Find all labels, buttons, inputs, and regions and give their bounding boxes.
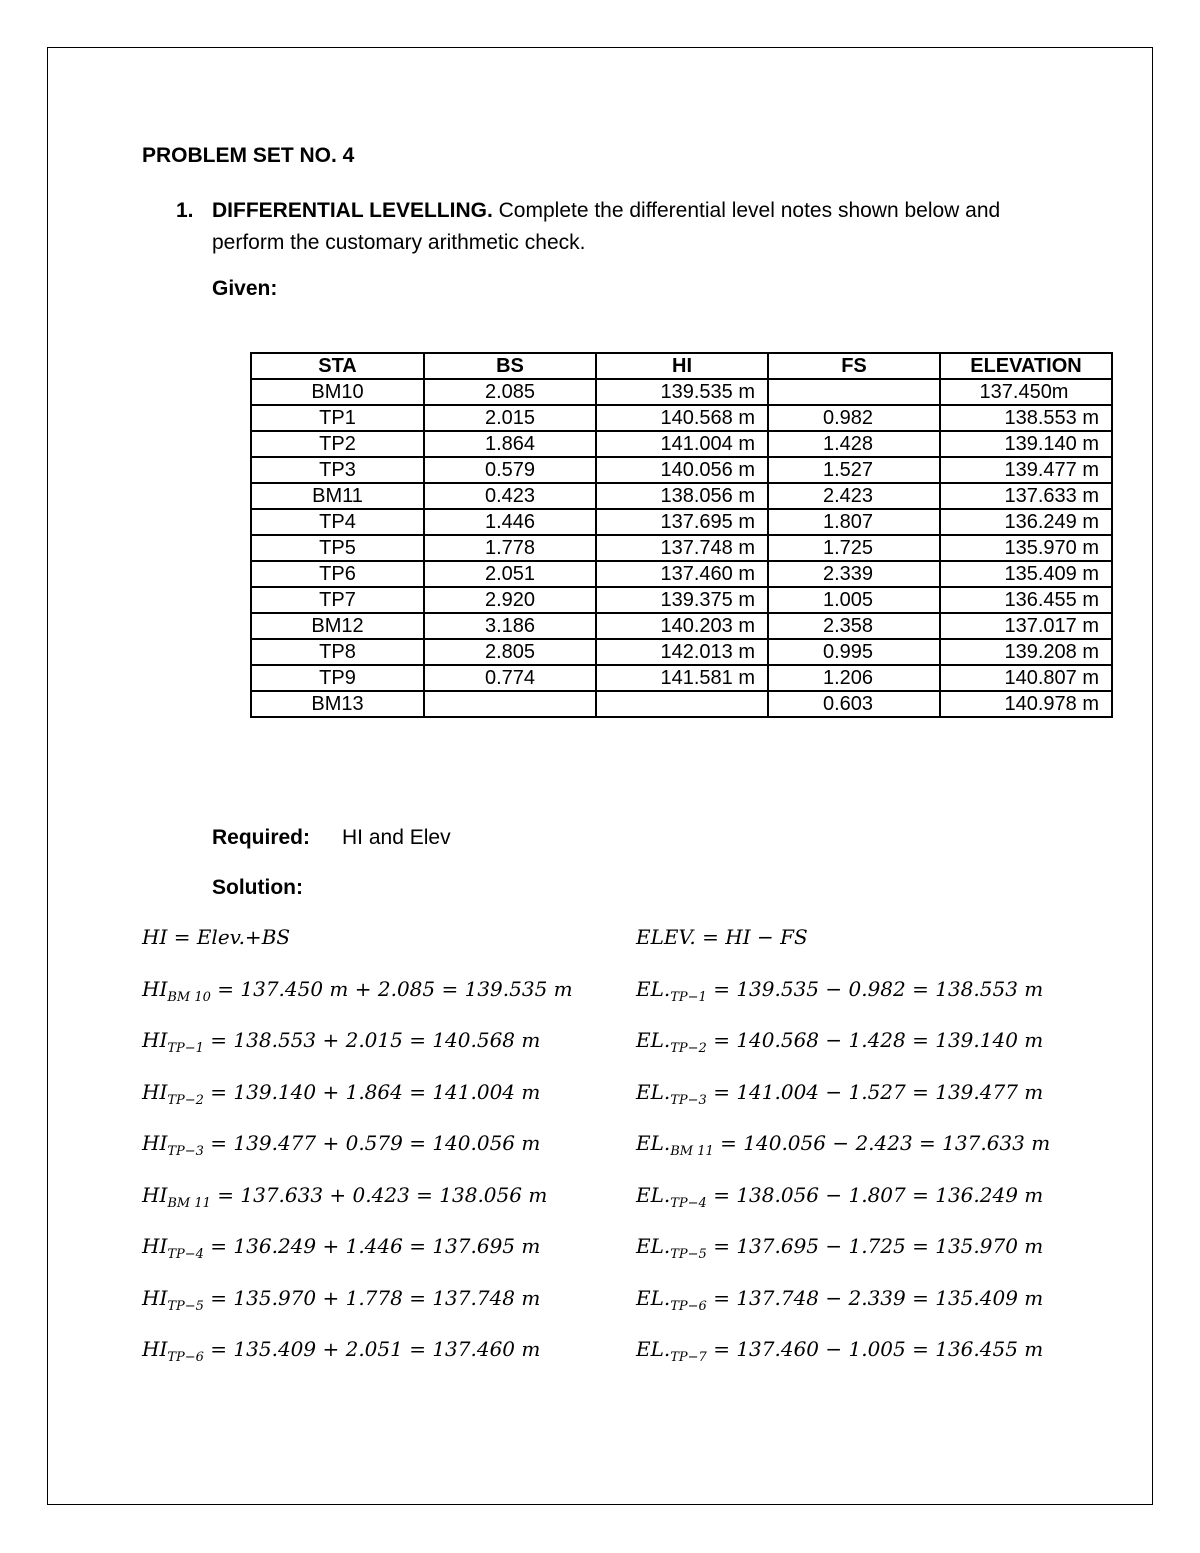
hi-equation [142,1183,573,1235]
table-row [251,379,1112,405]
table-row [251,405,1112,431]
table-row [251,457,1112,483]
table-row [251,431,1112,457]
cell-elev: 136.249 m [940,509,1112,535]
given-label: Given: [212,277,278,300]
table-row [251,639,1112,665]
problem-set-title: PROBLEM SET NO. 4 [142,144,355,167]
equation-expression: = 135.409 + 2.051 = 137.460 m [203,1337,541,1361]
equation-term: HI [142,1028,168,1052]
hi-equation [142,1131,573,1183]
required-line [212,826,451,850]
elevation-equation [636,977,1050,1029]
cell-bs: 2.015 [424,405,596,431]
cell-hi: 140.203 m [596,613,768,639]
equation-expression: = 137.695 − 1.725 = 135.970 m [706,1234,1044,1258]
header-fs: FS [768,353,940,379]
equation-subscript: TP−4 [167,1247,204,1262]
elevation-equation [636,1286,1050,1338]
elevation-equation [636,1337,1050,1389]
header-elevation: ELEVATION [940,353,1112,379]
cell-elev: 140.978 m [940,691,1112,717]
problem-lead: DIFFERENTIAL LEVELLING. [212,199,493,222]
cell-hi: 138.056 m [596,483,768,509]
cell-fs: 2.423 [768,483,940,509]
cell-elev: 139.140 m [940,431,1112,457]
cell-sta: TP1 [251,405,424,431]
cell-hi: 137.695 m [596,509,768,535]
equation-expression: = 138.553 + 2.015 = 140.568 m [203,1028,541,1052]
cell-bs: 0.579 [424,457,596,483]
equation-expression: = 137.633 + 0.423 = 138.056 m [210,1182,548,1207]
cell-fs: 1.005 [768,587,940,613]
cell-elev: 136.455 m [940,587,1112,613]
equation-expression: = HI − FS [695,925,808,949]
cell-elev: 137.633 m [940,483,1112,509]
cell-elev: 138.553 m [940,405,1112,431]
equation-term: EL. [636,1028,671,1052]
cell-fs: 1.725 [768,535,940,561]
cell-hi: 139.535 m [596,379,768,405]
table-row [251,483,1112,509]
equation-term: HI [142,1337,168,1361]
cell-hi: 141.004 m [596,431,768,457]
cell-fs [768,379,940,405]
table-row [251,613,1112,639]
equation-expression: = 137.450 m + 2.085 = 139.535 m [210,976,573,1001]
cell-fs: 1.428 [768,431,940,457]
cell-bs: 3.186 [424,613,596,639]
equation-subscript: BM 11 [167,1195,211,1211]
table-body [251,379,1112,717]
cell-fs: 1.527 [768,457,940,483]
equation-term: HI [142,1131,168,1155]
equation-subscript: TP−3 [670,1092,707,1108]
hi-equation [142,925,573,977]
hi-equation [142,1080,573,1132]
cell-sta: TP7 [251,587,424,613]
cell-sta: BM12 [251,613,424,639]
equation-subscript: TP−1 [167,1041,204,1056]
cell-elev: 140.807 m [940,665,1112,691]
equation-term: HI [142,1285,168,1310]
cell-fs: 0.982 [768,405,940,431]
equation-expression: = 135.970 + 1.778 = 137.748 m [203,1285,541,1310]
equation-subscript: TP−2 [670,1041,707,1056]
cell-hi: 142.013 m [596,639,768,665]
cell-sta: BM13 [251,691,424,717]
equation-term: HI [142,1182,168,1207]
cell-hi: 139.375 m [596,587,768,613]
equation-term: EL. [636,1131,671,1155]
header-sta: STA [251,353,424,379]
header-bs: BS [424,353,596,379]
equation-subscript: TP−2 [167,1092,204,1108]
equation-expression: = 141.004 − 1.527 = 139.477 m [706,1079,1044,1104]
equation-subscript: BM 11 [670,1144,714,1159]
table-header-row [251,353,1112,379]
equation-expression: = 139.477 + 0.579 = 140.056 m [203,1131,541,1155]
cell-fs: 1.807 [768,509,940,535]
cell-hi [596,691,768,717]
cell-elev: 135.409 m [940,561,1112,587]
elevation-equation [636,1080,1050,1132]
elevation-equation [636,925,1050,977]
level-notes-table [250,352,1113,718]
cell-elev: 137.017 m [940,613,1112,639]
cell-bs: 0.774 [424,665,596,691]
equation-subscript: TP−3 [167,1144,204,1159]
equation-subscript: TP−6 [670,1298,707,1314]
equation-expression: = 139.140 + 1.864 = 141.004 m [203,1079,541,1104]
cell-hi: 140.056 m [596,457,768,483]
cell-sta: TP2 [251,431,424,457]
cell-bs: 2.085 [424,379,596,405]
required-value: HI and Elev [342,826,451,849]
table-row [251,561,1112,587]
table-row [251,535,1112,561]
equation-expression: = 140.056 − 2.423 = 137.633 m [713,1131,1051,1155]
equation-term: EL. [636,1182,671,1207]
hi-equation [142,1234,573,1286]
cell-sta: TP5 [251,535,424,561]
elevation-equation [636,1131,1050,1183]
problem-statement [176,195,1076,259]
hi-equation [142,1028,573,1080]
equation-term: EL. [636,976,671,1001]
cell-elev: 139.208 m [940,639,1112,665]
cell-sta: TP9 [251,665,424,691]
cell-sta: BM11 [251,483,424,509]
table-row [251,691,1112,717]
table-row [251,665,1112,691]
header-hi: HI [596,353,768,379]
equation-subscript: TP−7 [670,1350,707,1365]
hi-equation [142,1337,573,1389]
cell-sta: TP6 [251,561,424,587]
cell-hi: 137.748 m [596,535,768,561]
solution-label: Solution: [212,876,303,899]
cell-sta: TP8 [251,639,424,665]
equation-term: HI [142,976,168,1001]
cell-bs [424,691,596,717]
equation-term: EL. [636,1285,671,1310]
table-row [251,587,1112,613]
table-row [251,509,1112,535]
cell-bs: 1.778 [424,535,596,561]
required-label: Required: [212,826,311,849]
equation-subscript: TP−6 [167,1350,204,1365]
hi-equation [142,977,573,1029]
equation-expression: = 136.249 + 1.446 = 137.695 m [203,1234,541,1258]
equation-term: EL. [636,1337,671,1361]
equation-term: EL. [636,1079,671,1104]
equation-term: ELEV. [636,925,696,949]
equation-subscript: BM 10 [167,989,211,1005]
cell-elev: 135.970 m [940,535,1112,561]
equation-term: HI [142,1079,168,1104]
equation-subscript: TP−1 [670,989,707,1005]
equation-term: HI [142,925,168,949]
elevation-equation [636,1234,1050,1286]
equation-term: HI [142,1234,168,1258]
cell-sta: TP4 [251,509,424,535]
equation-subscript: TP−4 [670,1195,707,1211]
equation-expression: = 137.748 − 2.339 = 135.409 m [706,1285,1044,1310]
elevation-equation [636,1183,1050,1235]
equation-expression: = 140.568 − 1.428 = 139.140 m [706,1028,1044,1052]
cell-fs: 2.339 [768,561,940,587]
equation-subscript: TP−5 [167,1298,204,1314]
problem-text: Complete the differential level notes shown below and perform the customary arithmetic check. [212,199,1001,254]
equation-expression: = Elev.+BS [167,925,291,949]
cell-hi: 140.568 m [596,405,768,431]
cell-sta: TP3 [251,457,424,483]
cell-bs: 1.864 [424,431,596,457]
elevation-equations-column [636,925,1050,1389]
cell-hi: 141.581 m [596,665,768,691]
cell-sta: BM10 [251,379,424,405]
cell-hi: 137.460 m [596,561,768,587]
cell-fs: 1.206 [768,665,940,691]
equation-expression: = 138.056 − 1.807 = 136.249 m [706,1182,1044,1207]
problem-text-block [212,195,1076,259]
cell-elev: 137.450m [940,379,1112,405]
equation-subscript: TP−5 [670,1247,707,1262]
cell-fs: 2.358 [768,613,940,639]
equation-term: EL. [636,1234,671,1258]
cell-bs: 2.805 [424,639,596,665]
elevation-equation [636,1028,1050,1080]
cell-fs: 0.995 [768,639,940,665]
cell-bs: 1.446 [424,509,596,535]
equation-expression: = 137.460 − 1.005 = 136.455 m [706,1337,1044,1361]
cell-bs: 2.920 [424,587,596,613]
cell-fs: 0.603 [768,691,940,717]
equation-expression: = 139.535 − 0.982 = 138.553 m [706,976,1044,1001]
hi-equations-column [142,925,573,1389]
problem-number: 1. [176,199,194,222]
cell-elev: 139.477 m [940,457,1112,483]
cell-bs: 0.423 [424,483,596,509]
cell-bs: 2.051 [424,561,596,587]
hi-equation [142,1286,573,1338]
